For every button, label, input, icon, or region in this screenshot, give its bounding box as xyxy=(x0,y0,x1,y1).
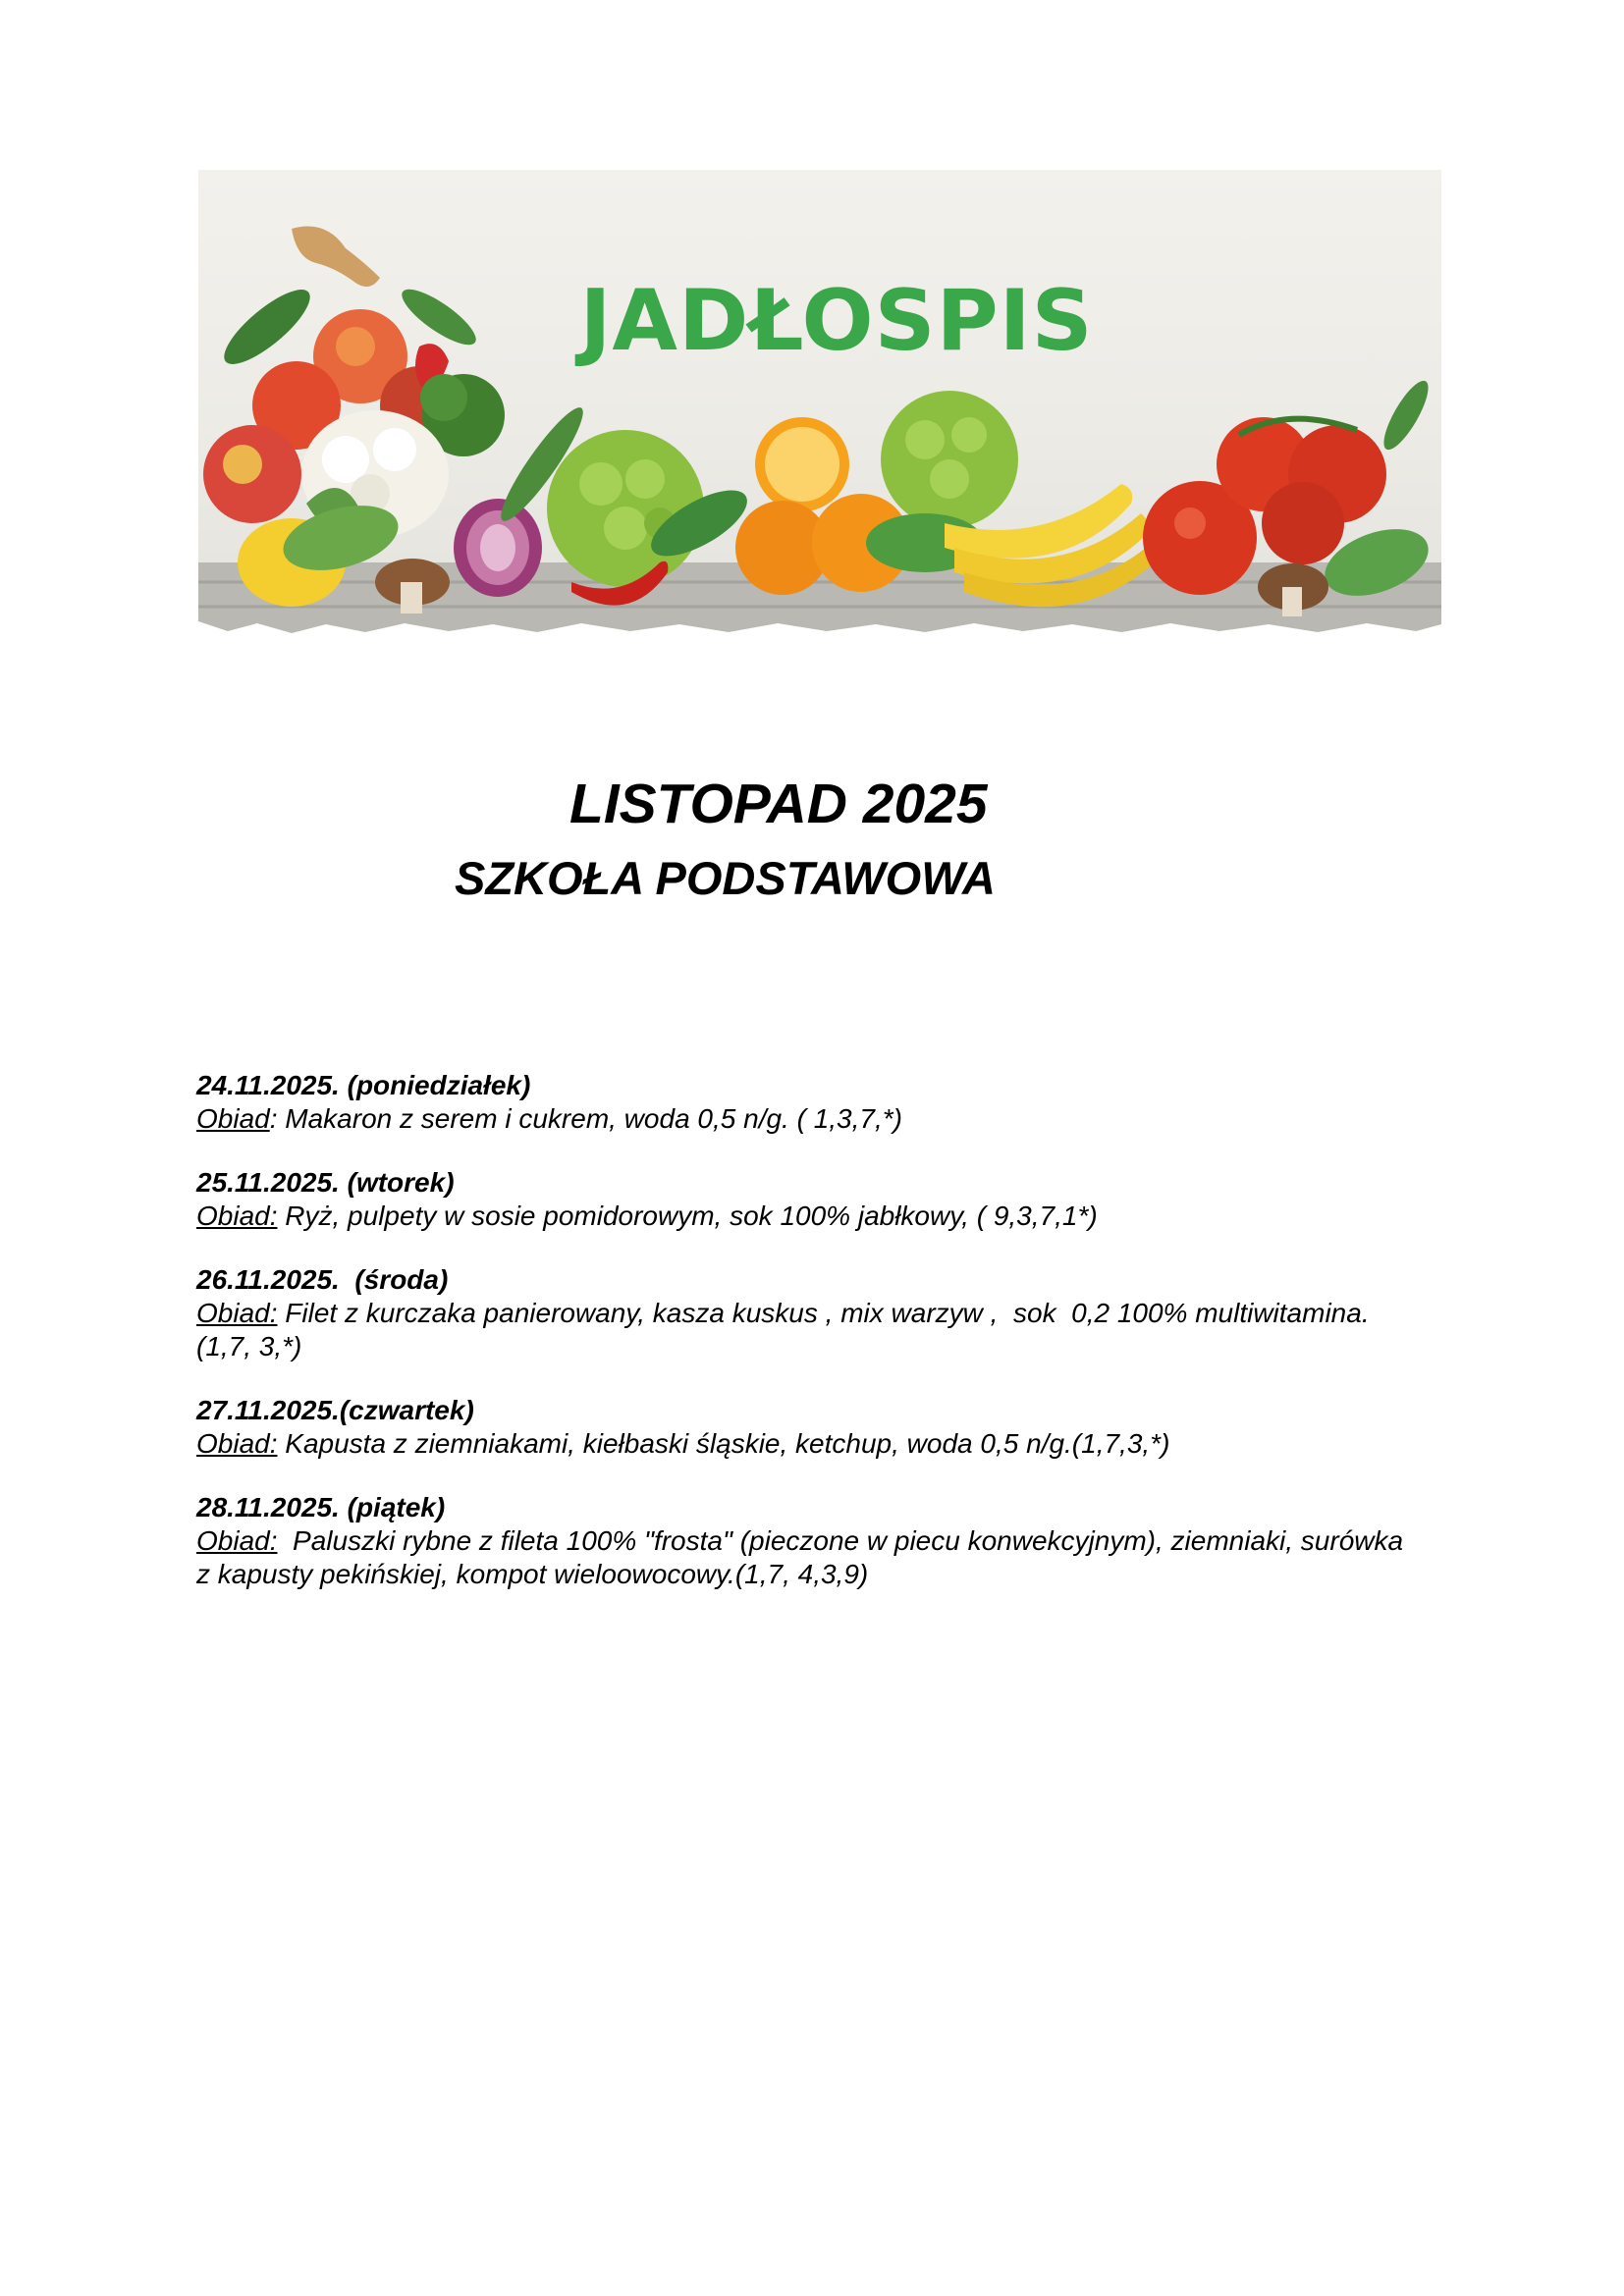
vegetables-illustration xyxy=(198,170,1441,638)
menu-day xyxy=(196,1394,1414,1461)
day-date: 26.11.2025. (środa) xyxy=(196,1264,449,1295)
meal-label: Obiad: xyxy=(196,1428,278,1459)
menu-list xyxy=(196,1069,1414,1622)
meal-description: Filet z kurczaka panierowany, kasza kuskus , mix warzyw , sok 0,2 100% multiwitamina.(1,7, 3,*) xyxy=(196,1298,1370,1362)
meal-label: Obiad xyxy=(196,1103,270,1134)
meal-label: Obiad: xyxy=(196,1525,278,1556)
day-date: 28.11.2025. (piątek) xyxy=(196,1492,446,1522)
meal-description: Paluszki rybne z fileta 100% "frosta" (pieczone w piecu konwekcyjnym), ziemniaki, surówka z kapusty pekińskiej, kompot wieloowocowy.(1,7, 4,3,9) xyxy=(196,1525,1411,1589)
day-meal xyxy=(196,1524,1414,1591)
day-date: 24.11.2025. (poniedziałek) xyxy=(196,1070,531,1100)
day-meal xyxy=(196,1427,1414,1461)
school-heading: SZKOŁA PODSTAWOWA xyxy=(455,852,996,904)
day-meal xyxy=(196,1297,1414,1363)
day-date: 25.11.2025. (wtorek) xyxy=(196,1167,455,1198)
meal-description: Ryż, pulpety w sosie pomidorowym, sok 100% jabłkowy, ( 9,3,7,1*) xyxy=(277,1201,1098,1231)
menu-banner xyxy=(198,170,1441,638)
meal-description: : Makaron z serem i cukrem, woda 0,5 n/g. ( 1,3,7,*) xyxy=(269,1103,902,1134)
menu-day xyxy=(196,1263,1414,1363)
day-meal xyxy=(196,1200,1414,1233)
menu-day xyxy=(196,1069,1414,1136)
meal-label: Obiad: xyxy=(196,1298,278,1328)
meal-description: Kapusta z ziemniakami, kiełbaski śląskie, ketchup, woda 0,5 n/g.(1,7,3,*) xyxy=(277,1428,1170,1459)
day-date: 27.11.2025.(czwartek) xyxy=(196,1395,474,1425)
menu-day xyxy=(196,1491,1414,1591)
month-heading: LISTOPAD 2025 xyxy=(569,773,988,835)
menu-day xyxy=(196,1166,1414,1233)
banner-title: JADŁOSPIS xyxy=(579,272,1094,370)
day-meal xyxy=(196,1102,1414,1136)
meal-label: Obiad: xyxy=(196,1201,278,1231)
